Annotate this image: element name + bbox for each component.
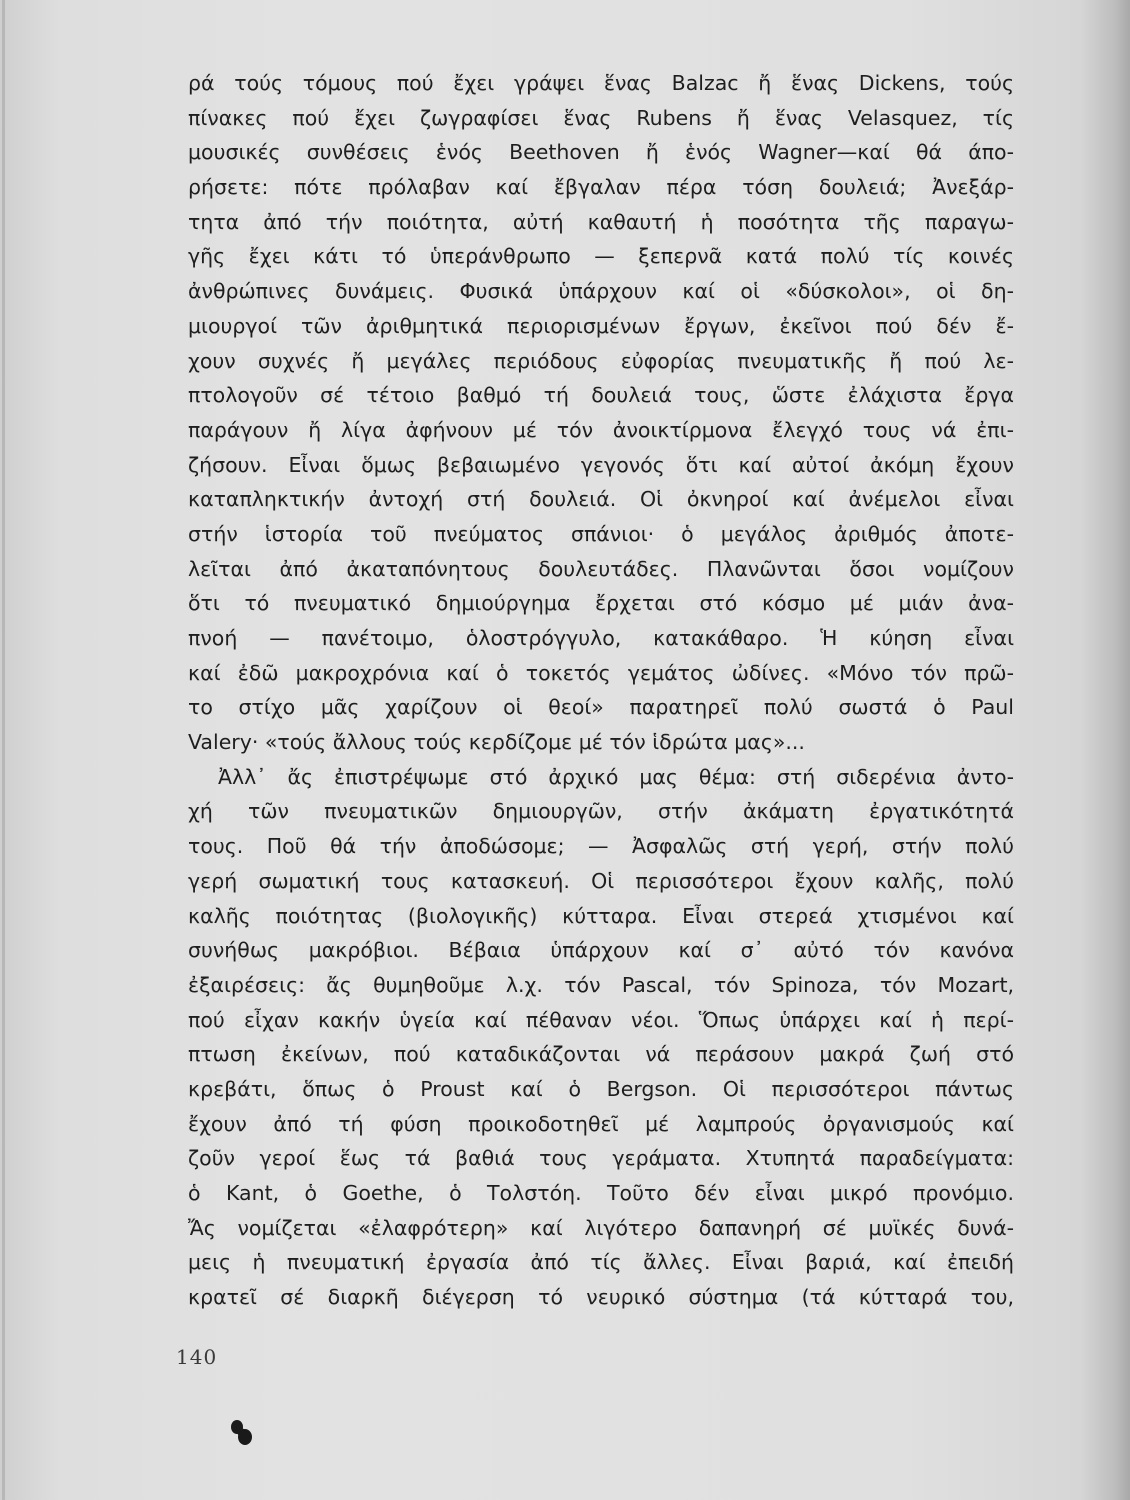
text-line: στήν ἱστορία τοῦ πνεύματος σπάνιοι· ὁ μεγάλος ἀριθμός ἀποτε- bbox=[188, 521, 1014, 546]
text-line: χουν συχνές ἤ μεγάλες περιόδους εὐφορίας πνευματικῆς ἤ πού λε- bbox=[188, 348, 1014, 373]
text-line: μουσικές συνθέσεις ἑνός Beethoven ἤ ἑνός Wagner—καί θά άπο- bbox=[188, 140, 1014, 165]
text-line: ὅτι τό πνευματικό δημιούργημα ἔρχεται στό κόσμο μέ μιάν ἀνα- bbox=[188, 591, 1014, 616]
text-line: γερή σωματική τους κατασκευή. Οἱ περισσότεροι ἔχουν καλῆς, πολύ bbox=[188, 868, 1014, 893]
body-text bbox=[188, 66, 1014, 1315]
ink-blot-icon bbox=[228, 1418, 258, 1450]
text-line: κρατεῖ σέ διαρκῆ διέγερση τό νευρικό σύστημα (τά κύτταρά του, bbox=[188, 1285, 1014, 1310]
binding-shadow bbox=[2, 0, 5, 1500]
text-line: τους. Ποῦ θά τήν ἀποδώσομε; — Ἀσφαλῶς στή γερή, στήν πολύ bbox=[188, 834, 1014, 859]
text-line: ἐξαιρέσεις: ἄς θυμηθοῦμε λ.χ. τόν Pascal, τόν Spinoza, τόν Mozart, bbox=[188, 972, 1014, 997]
text-line: κρεβάτι, ὅπως ὁ Proust καί ὁ Bergson. Οἱ περισσότεροι πάντως bbox=[188, 1076, 1014, 1101]
text-line: ρήσετε: πότε πρόλαβαν καί ἔβγαλαν πέρα τόση δουλειά; Ἀνεξάρ- bbox=[188, 175, 1014, 200]
text-line: ζοῦν γεροί ἕως τά βαθιά τους γεράματα. Χτυπητά παραδείγματα: bbox=[188, 1146, 1014, 1171]
text-line: μιουργοί τῶν ἀριθμητικά περιορισμένων ἔργων, ἐκεῖνοι πού δέν ἔ- bbox=[188, 313, 1014, 338]
text-line: γῆς ἔχει κάτι τό ὑπεράνθρωπο — ξεπερνᾶ κατά πολύ τίς κοινές bbox=[188, 244, 1014, 269]
text-line: τητα ἀπό τήν ποιότητα, αὐτή καθαυτή ἡ ποσότητα τῆς παραγω- bbox=[188, 209, 1014, 234]
text-line: χή τῶν πνευματικῶν δημιουργῶν, στήν ἀκάματη ἐργατικότητά bbox=[188, 799, 1014, 824]
text-line: καταπληκτικήν ἀντοχή στή δουλειά. Οἱ ὀκνηροί καί ἀνέμελοι εἶναι bbox=[188, 487, 1014, 512]
text-line: καί ἐδῶ μακροχρόνια καί ὁ τοκετός γεμάτος ὠδίνες. «Μόνο τόν πρῶ- bbox=[188, 660, 1014, 685]
text-line: πτωση ἐκείνων, πού καταδικάζονται νά περάσουν μακρά ζωή στό bbox=[188, 1042, 1014, 1067]
text-line: πίνακες πού ἔχει ζωγραφίσει ἕνας Rubens ἤ ἕνας Velasquez, τίς bbox=[188, 105, 1014, 130]
text-line: ρά τούς τόμους πού ἔχει γράψει ἕνας Balzac ἤ ἕνας Dickens, τούς bbox=[188, 71, 1014, 95]
paragraph-start-line: Ἀλλ᾽ ἄς ἐπιστρέψωμε στό ἀρχικό μας θέμα: στή σιδερένια ἀντο- bbox=[218, 764, 1014, 789]
text-line: ζήσουν. Εἶναι ὅμως βεβαιωμένο γεγονός ὅτι καί αὐτοί ἀκόμη ἔχουν bbox=[188, 452, 1014, 477]
text-line: λεῖται ἀπό ἀκαταπόνητους δουλευτάδες. Πλανῶνται ὅσοι νομίζουν bbox=[188, 556, 1014, 581]
text-line: καλῆς ποιότητας (βιολογικῆς) κύτταρα. Εἶναι στερεά χτισμένοι καί bbox=[188, 903, 1014, 928]
text-line: ἀνθρώπινες δυνάμεις. Φυσικά ὑπάρχουν καί οἱ «δύσκολοι», οἱ δη- bbox=[188, 279, 1014, 304]
text-line: το στίχο μᾶς χαρίζουν οἱ θεοί» παρατηρεῖ πολύ σωστά ὁ Paul bbox=[188, 695, 1014, 720]
paragraph-end-line: Valery· «τούς ἄλλους τούς κερδίζομε μέ τόν ἱδρώτα μας»... bbox=[188, 730, 805, 755]
text-line: ὁ Kant, ὁ Goethe, ὁ Τολστόη. Τοῦτο δέν εἶναι μικρό προνόμιο. bbox=[188, 1181, 1014, 1205]
text-line: συνήθως μακρόβιοι. Βέβαια ὑπάρχουν καί σ᾽ αὐτό τόν κανόνα bbox=[188, 938, 1014, 963]
text-line: πού εἶχαν κακήν ὑγεία καί πέθαναν νέοι. Ὅπως ὑπάρχει καί ἡ περί- bbox=[188, 1007, 1014, 1032]
text-line: πνοή — πανέτοιμο, ὁλοστρόγγυλο, κατακάθαρο. Ἡ κύηση εἶναι bbox=[188, 626, 1014, 650]
text-line: ἔχουν ἀπό τή φύση προικοδοτηθεῖ μέ λαμπρούς ὀργανισμούς καί bbox=[188, 1111, 1014, 1136]
page-number: 140 bbox=[176, 1345, 218, 1369]
text-line: παράγουν ἤ λίγα ἀφήνουν μέ τόν ἀνοικτίρμονα ἔλεγχό τους νά ἐπι- bbox=[188, 417, 1014, 442]
text-line: πτολογοῦν σέ τέτοιο βαθμό τή δουλειά τους, ὥστε ἐλάχιστα ἔργα bbox=[188, 383, 1014, 408]
text-line: μεις ἡ πνευματική ἐργασία ἀπό τίς ἄλλες. Εἶναι βαριά, καί ἐπειδή bbox=[188, 1250, 1014, 1275]
text-line: Ἄς νομίζεται «ἐλαφρότερη» καί λιγότερο δαπανηρή σέ μυϊκές δυνά- bbox=[188, 1215, 1014, 1240]
